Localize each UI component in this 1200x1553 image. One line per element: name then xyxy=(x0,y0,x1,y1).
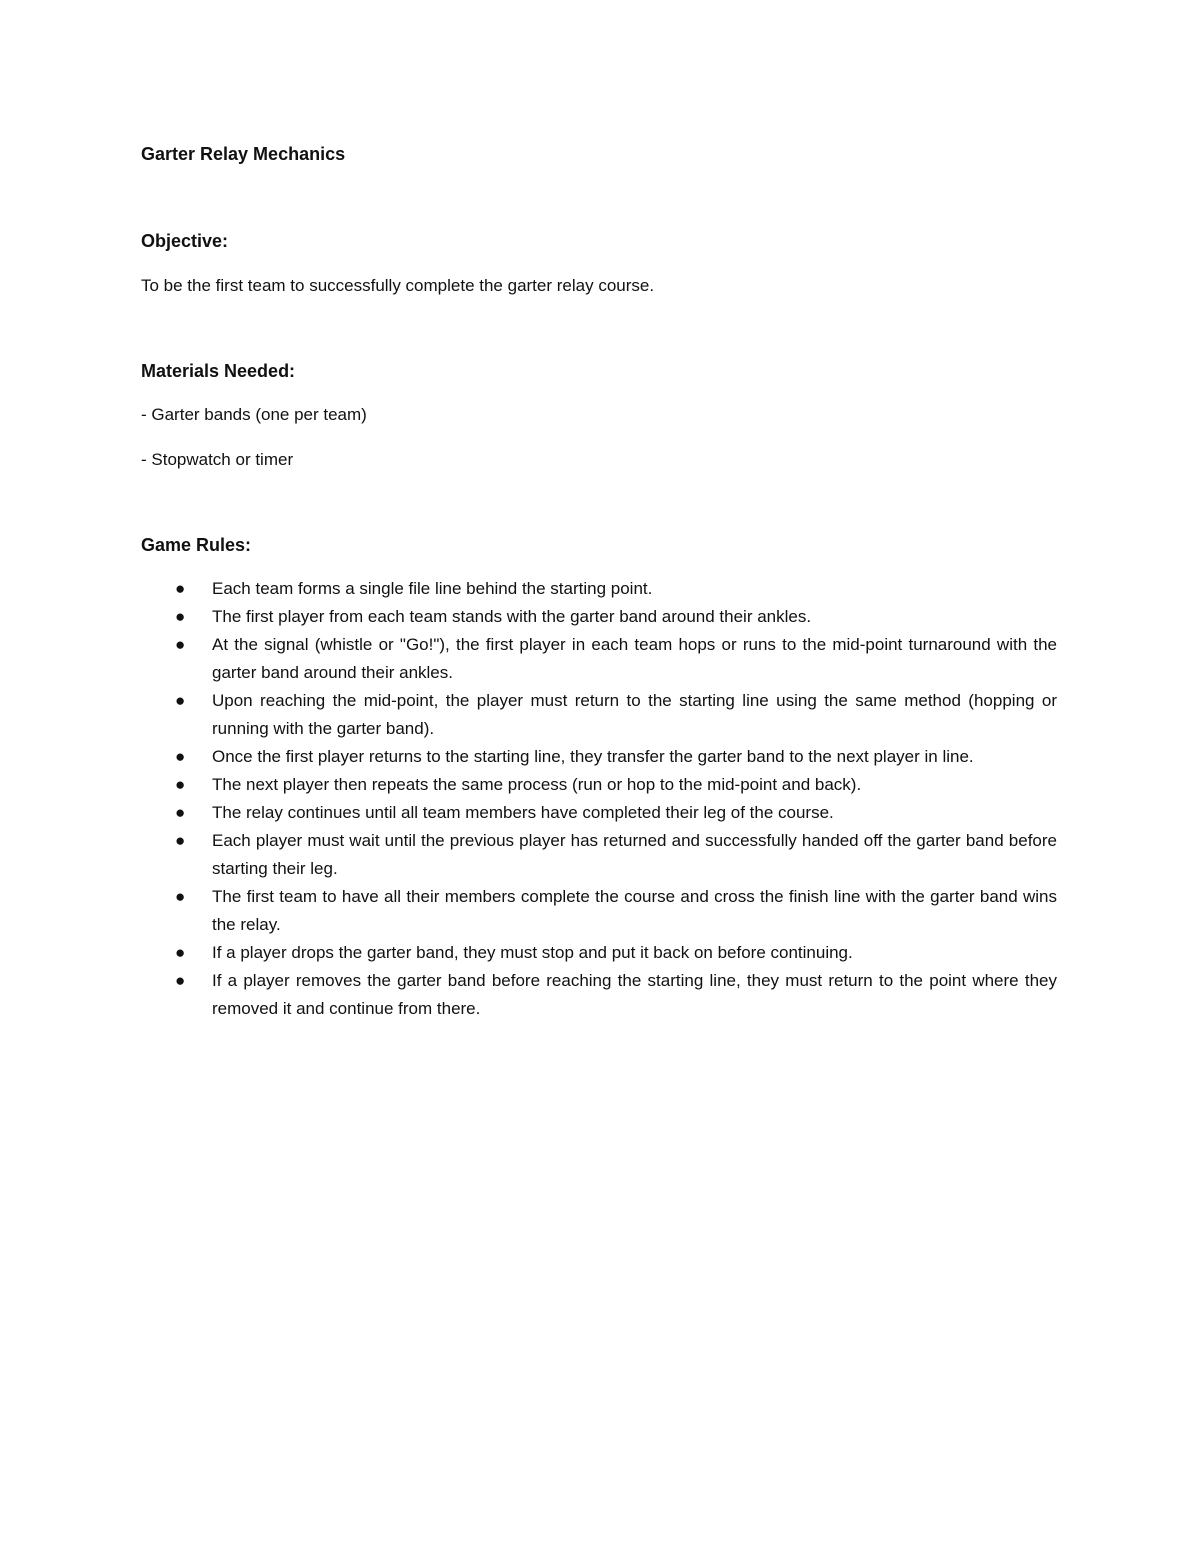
bullet-icon: ● xyxy=(175,831,186,850)
bullet-icon: ● xyxy=(175,943,186,962)
rule-item xyxy=(141,939,1057,967)
rule-text: The next player then repeats the same process (run or hop to the mid-point and back). xyxy=(212,775,862,794)
objective-heading: Objective: xyxy=(141,231,229,251)
rule-item xyxy=(141,827,1057,883)
rule-text: Each player must wait until the previous player has returned and successfully handed off the garter band before starting their leg. xyxy=(212,831,1057,878)
document-title: Garter Relay Mechanics xyxy=(141,144,346,164)
bullet-icon: ● xyxy=(175,775,186,794)
bullet-icon: ● xyxy=(175,691,186,710)
rule-item xyxy=(141,603,1057,631)
rule-text: At the signal (whistle or "Go!"), the first player in each team hops or runs to the mid-point turnaround with the garter band around their ankles. xyxy=(212,635,1057,682)
rule-text: The first team to have all their members complete the course and cross the finish line with the garter band wins the relay. xyxy=(212,887,1057,934)
rule-item xyxy=(141,883,1057,939)
materials-item-stopwatch: - Stopwatch or timer xyxy=(141,450,294,469)
bullet-icon: ● xyxy=(175,887,186,906)
rule-item xyxy=(141,575,1057,603)
bullet-icon: ● xyxy=(175,579,186,598)
bullet-icon: ● xyxy=(175,607,186,626)
rule-text: If a player removes the garter band before reaching the starting line, they must return to the point where they removed it and continue from there. xyxy=(212,971,1057,1018)
rule-item xyxy=(141,743,1057,771)
rule-text: If a player drops the garter band, they must stop and put it back on before continuing. xyxy=(212,943,853,962)
bullet-icon: ● xyxy=(175,803,186,822)
materials-item-garter-bands: - Garter bands (one per team) xyxy=(141,405,367,424)
rule-text: The first player from each team stands with the garter band around their ankles. xyxy=(212,607,812,626)
rule-item xyxy=(141,687,1057,743)
game-rules-heading: Game Rules: xyxy=(141,535,252,555)
rule-text: Once the first player returns to the starting line, they transfer the garter band to the next player in line. xyxy=(212,747,974,766)
bullet-icon: ● xyxy=(175,635,186,654)
rule-item xyxy=(141,631,1057,687)
bullet-icon: ● xyxy=(175,747,186,766)
materials-heading: Materials Needed: xyxy=(141,361,296,381)
rule-text: Upon reaching the mid-point, the player must return to the starting line using the same method (hopping or running with the garter band). xyxy=(212,691,1057,738)
document-body xyxy=(141,140,1057,1023)
objective-text: To be the first team to successfully complete the garter relay course. xyxy=(141,276,655,295)
bullet-icon: ● xyxy=(175,971,186,990)
rule-text: The relay continues until all team members have completed their leg of the course. xyxy=(212,803,834,822)
rule-text: Each team forms a single file line behind the starting point. xyxy=(212,579,653,598)
rule-item xyxy=(141,967,1057,1023)
game-rules-list xyxy=(141,575,1057,1023)
rule-item xyxy=(141,799,1057,827)
rule-item xyxy=(141,771,1057,799)
